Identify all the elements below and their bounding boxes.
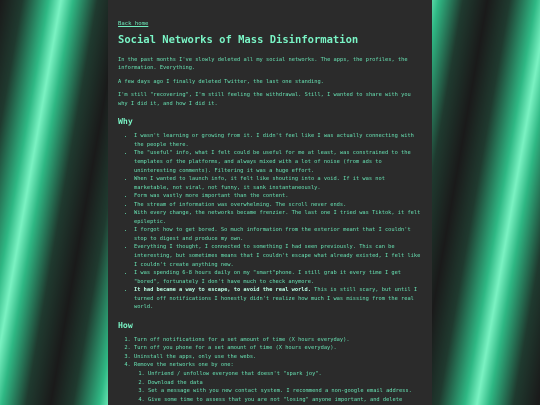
why-list-item: • I forgot how to get bored. So much information from the exterior meant that I couldn't stop to digest and produce my own. [134,226,422,243]
why-list-item: • When I wanted to launch info, it felt like shouting into a void. If it was not marketable, not viral, not funny, it sank instantaneously. [134,175,422,192]
how-sub-item: 4. Give some time to assess that you are not "losing" anyone important, and delete [148,396,422,405]
intro-paragraph-1: In the past months I've slowly deleted all my social networks. The apps, the profiles, the information. Everything. [118,56,408,72]
why-list-item: • The "useful" info, what I felt could be useful for me at least, was constrained to the templates of the platforms, and always mixed with a lot of noise (from ads to uninteresting comments). Filtering it was a huge effort. [134,149,422,175]
how-list-item-text: Remove the networks one by one: [134,362,234,369]
intro-paragraph-2: A few days ago I finally deleted Twitter, the last one standing. [118,78,324,85]
how-list-item: 1. Turn off notifications for a set amount of time (X hours everyday). [134,336,422,345]
how-heading: How [118,319,133,330]
why-list-item-last [134,286,422,312]
intro-paragraph-3: I'm still "recovering", I'm still feeling the withdrawal. Still, I wanted to share with you why I did it, and how I did it. [118,92,411,107]
how-sub-list [134,370,422,404]
why-heading: Why [118,116,133,127]
article-container [108,0,432,405]
back-home-link[interactable]: Back home [118,21,149,27]
how-sub-item: 3. Set a message with you new contact system. I recommend a non-google email address. [148,387,422,396]
why-last-rest: This is still scary, but until I turned off notifications I honestly didn't realize how much I was missing from the real world. [134,287,418,311]
why-list-item: • I wasn't learning or growing from it. I didn't feel like I was actually connecting with the people there. [134,132,422,149]
how-list-item: 2. Turn off you phone for a set amount of time (X hours everyday). [134,344,422,353]
why-list [118,132,422,311]
why-last-bold: It had became a way to escape, to avoid the real world. [134,287,311,294]
how-sub-item: 2. Download the data [148,379,422,388]
how-sub-item: 1. Unfriend / unfollow everyone that doesn't "spark joy". [148,370,422,379]
why-list-item: • Form was vastly more important than the content. [134,192,422,201]
how-list-item: 3. Uninstall the apps, only use the webs. [134,353,422,362]
why-list-item: • With every change, the networks became frenzier. The last one I tried was Tiktok, it felt epileptic. [134,209,422,226]
page-title: Social Networks of Mass Disinformation [118,34,359,46]
why-list-item: • Everything I thought, I connected to something I had seen previously. This can be interesting, but sometimes means that I couldn't escape what already existed, I felt like I couldn't create anything new. [134,243,422,269]
why-list-item: • I was spending 6-8 hours daily on my "smart"phone. I still grab it every time I get "bored", fortunately I don't have much to check anymore. [134,269,422,286]
why-list-item: • The stream of information was overwhelming. The scroll never ends. [134,201,422,210]
how-list [118,336,422,404]
how-list-item [134,361,422,404]
